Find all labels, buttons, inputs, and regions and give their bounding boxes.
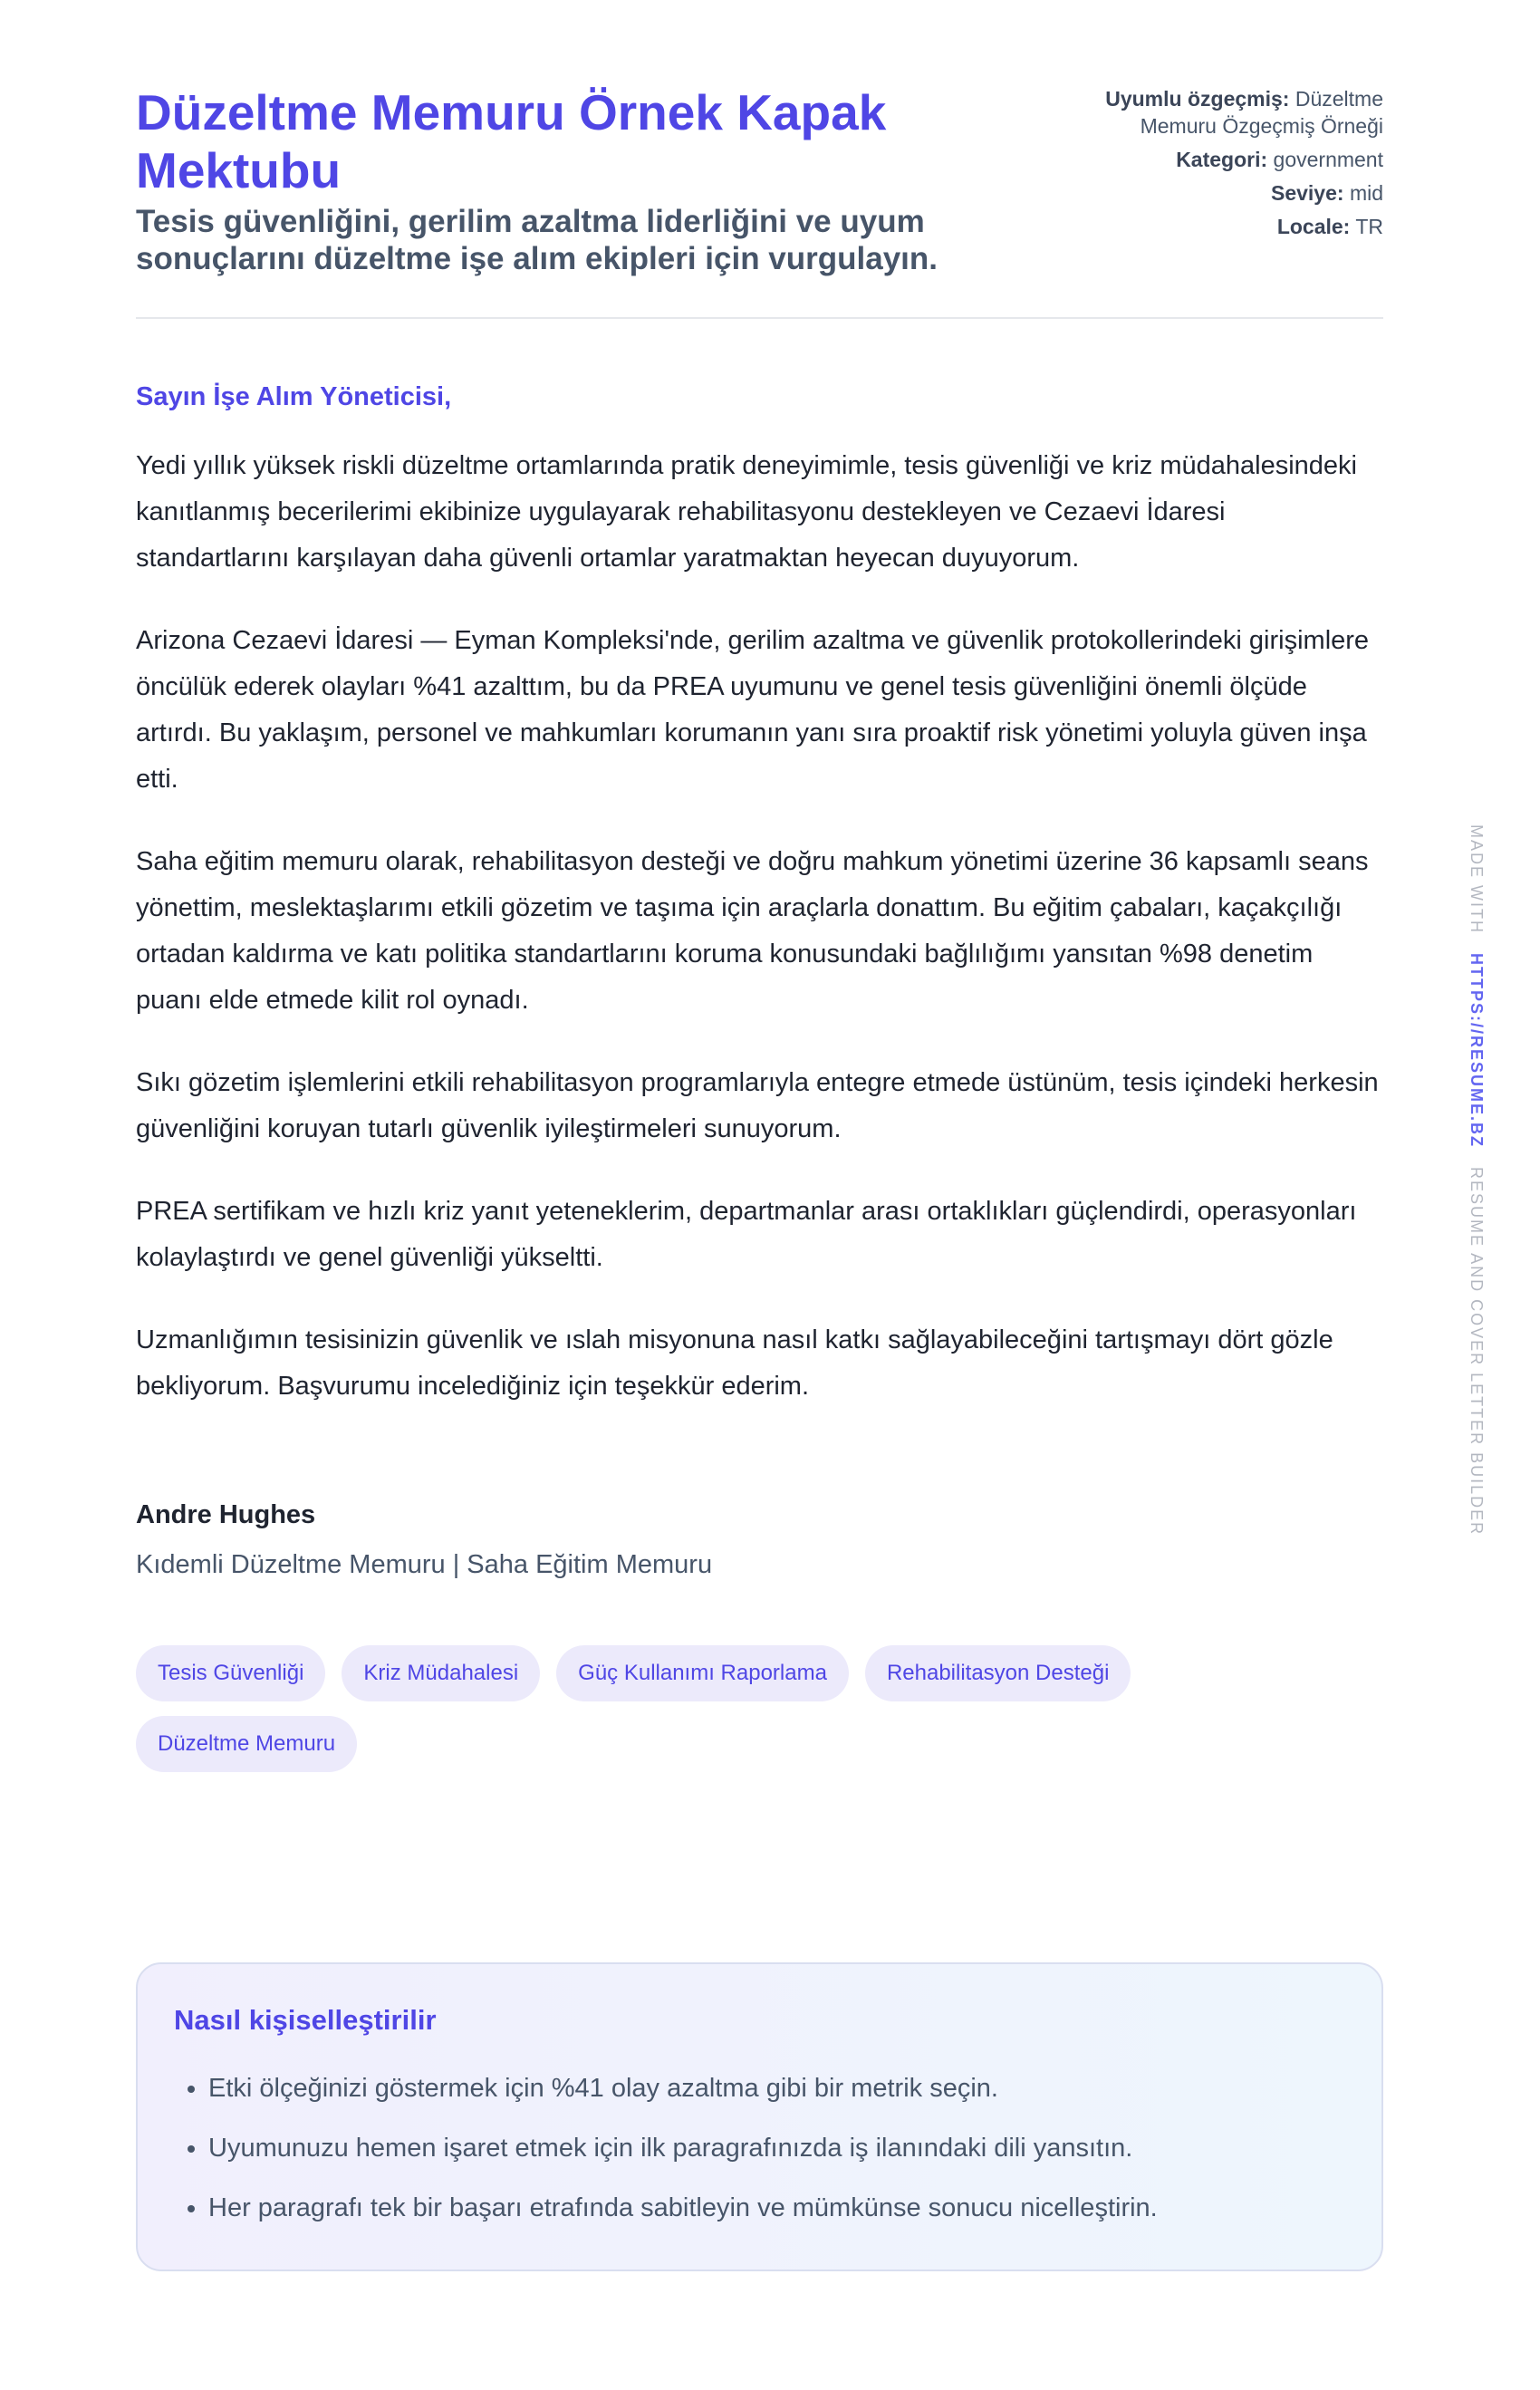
tag: Tesis Güvenliği — [136, 1645, 325, 1701]
meta-info — [1075, 85, 1383, 246]
tag: Kriz Müdahalesi — [342, 1645, 540, 1701]
meta-level — [1075, 179, 1383, 207]
tips-list — [174, 2058, 1345, 2238]
meta-label: Kategori: — [1176, 148, 1268, 171]
meta-category — [1075, 146, 1383, 173]
page-title: Düzeltme Memuru Örnek Kapak Mektubu — [136, 84, 887, 198]
title-block — [136, 83, 1006, 277]
cover-letter — [136, 83, 1383, 1772]
meta-resume — [1075, 85, 1383, 140]
meta-label: Seviye: — [1270, 181, 1344, 205]
meta-value: mid — [1349, 181, 1383, 205]
meta-value: TR — [1355, 215, 1383, 238]
watermark — [1467, 824, 1486, 1536]
page-header — [136, 83, 1383, 319]
meta-locale — [1075, 213, 1383, 240]
tips-title: Nasıl kişiselleştirilir — [174, 2004, 437, 2036]
signature-name: Andre Hughes — [136, 1500, 316, 1529]
page-subtitle: Tesis güvenliğini, gerilim azaltma liderliğini ve uyum sonuçlarını düzeltme işe alım ekipleri için vurgulayın. — [136, 204, 938, 276]
tips-box — [136, 1962, 1383, 2271]
tag-list — [136, 1645, 1314, 1772]
watermark-prefix: MADE WITH — [1468, 824, 1486, 934]
letter-paragraph: Arizona Cezaevi İdaresi — Eyman Kompleksi'nde, gerilim azaltma ve güvenlik protokollerindeki girişimlere öncülük ederek olayları %41 azalttım, bu da PREA uyumunu ve genel tesis güvenliğini önemli ölçüde artırdı. Bu yaklaşım, personel ve mahkumları korumanın yanı sıra proaktif risk yönetimi yoluyla güven inşa etti. — [136, 626, 1370, 794]
signature-role: Kıdemli Düzeltme Memuru | Saha Eğitim Memuru — [136, 1550, 713, 1579]
letter-paragraph: Sıkı gözetim işlemlerini etkili rehabilitasyon programlarıyla entegre etmede üstünüm, tesis içindeki herkesin güvenliğini koruyan tutarlı güvenlik iyileştirmeleri sunuyorum. — [136, 1068, 1379, 1143]
salutation: Sayın İşe Alım Yöneticisi, — [136, 382, 452, 411]
meta-label: Locale: — [1276, 215, 1351, 238]
tag: Rehabilitasyon Desteği — [865, 1645, 1131, 1701]
tip-item: • Her paragrafı tek bir başarı etrafında sabitleyin ve mümkünse sonucu nicelleştirin. — [208, 2178, 1345, 2238]
tip-item: • Uyumunuzu hemen işaret etmek için ilk paragrafınızda iş ilanındaki dili yansıtın. — [208, 2118, 1345, 2178]
meta-value[interactable]: Düzeltme Memuru Özgeçmiş Örneği — [1140, 87, 1383, 138]
watermark-suffix: RESUME AND COVER LETTER BUILDER — [1468, 1167, 1486, 1537]
tip-item: • Etki ölçeğinizi göstermek için %41 olay azaltma gibi bir metrik seçin. — [208, 2058, 1345, 2118]
tag: Düzeltme Memuru — [136, 1716, 357, 1772]
meta-label: Uyumlu özgeçmiş: — [1105, 87, 1290, 111]
meta-value: government — [1273, 148, 1383, 171]
letter-paragraph: PREA sertifikam ve hızlı kriz yanıt yeteneklerim, departmanlar arası ortaklıkları güçlendirdi, operasyonları kolaylaştırdı ve genel güvenliği yükseltti. — [136, 1197, 1357, 1272]
watermark-link[interactable]: HTTPS://RESUME.BZ — [1468, 953, 1486, 1149]
letter-paragraph: Yedi yıllık yüksek riskli düzeltme ortamlarında pratik deneyimimle, tesis güvenliği ve kriz müdahalesindeki kanıtlanmış becerilerimi ekibinize uygulayarak rehabilitasyonu destekleyen ve Cezaevi İdaresi standartlarını karşılayan daha güvenli ortamlar yaratmaktan heyecan duyuyorum. — [136, 451, 1358, 573]
letter-paragraph: Uzmanlığımın tesisinizin güvenlik ve ıslah misyonuna nasıl katkı sağlayabileceğini tartışmayı dört gözle bekliyorum. Başvurumu incelediğiniz için teşekkür ederim. — [136, 1325, 1333, 1401]
letter-paragraph: Saha eğitim memuru olarak, rehabilitasyon desteği ve doğru mahkum yönetimi üzerine 36 kapsamlı seans yönettim, meslektaşlarımı etkili gözetim ve taşıma için araçlarla donattım. Bu eğitim çabaları, kaçakçılığı ortadan kaldırma ve katı politika standartlarını koruma konusundaki bağlılığımı yansıtan %98 denetim puanı elde etmede kilit rol oynadı. — [136, 847, 1369, 1015]
tag: Güç Kullanımı Raporlama — [556, 1645, 849, 1701]
